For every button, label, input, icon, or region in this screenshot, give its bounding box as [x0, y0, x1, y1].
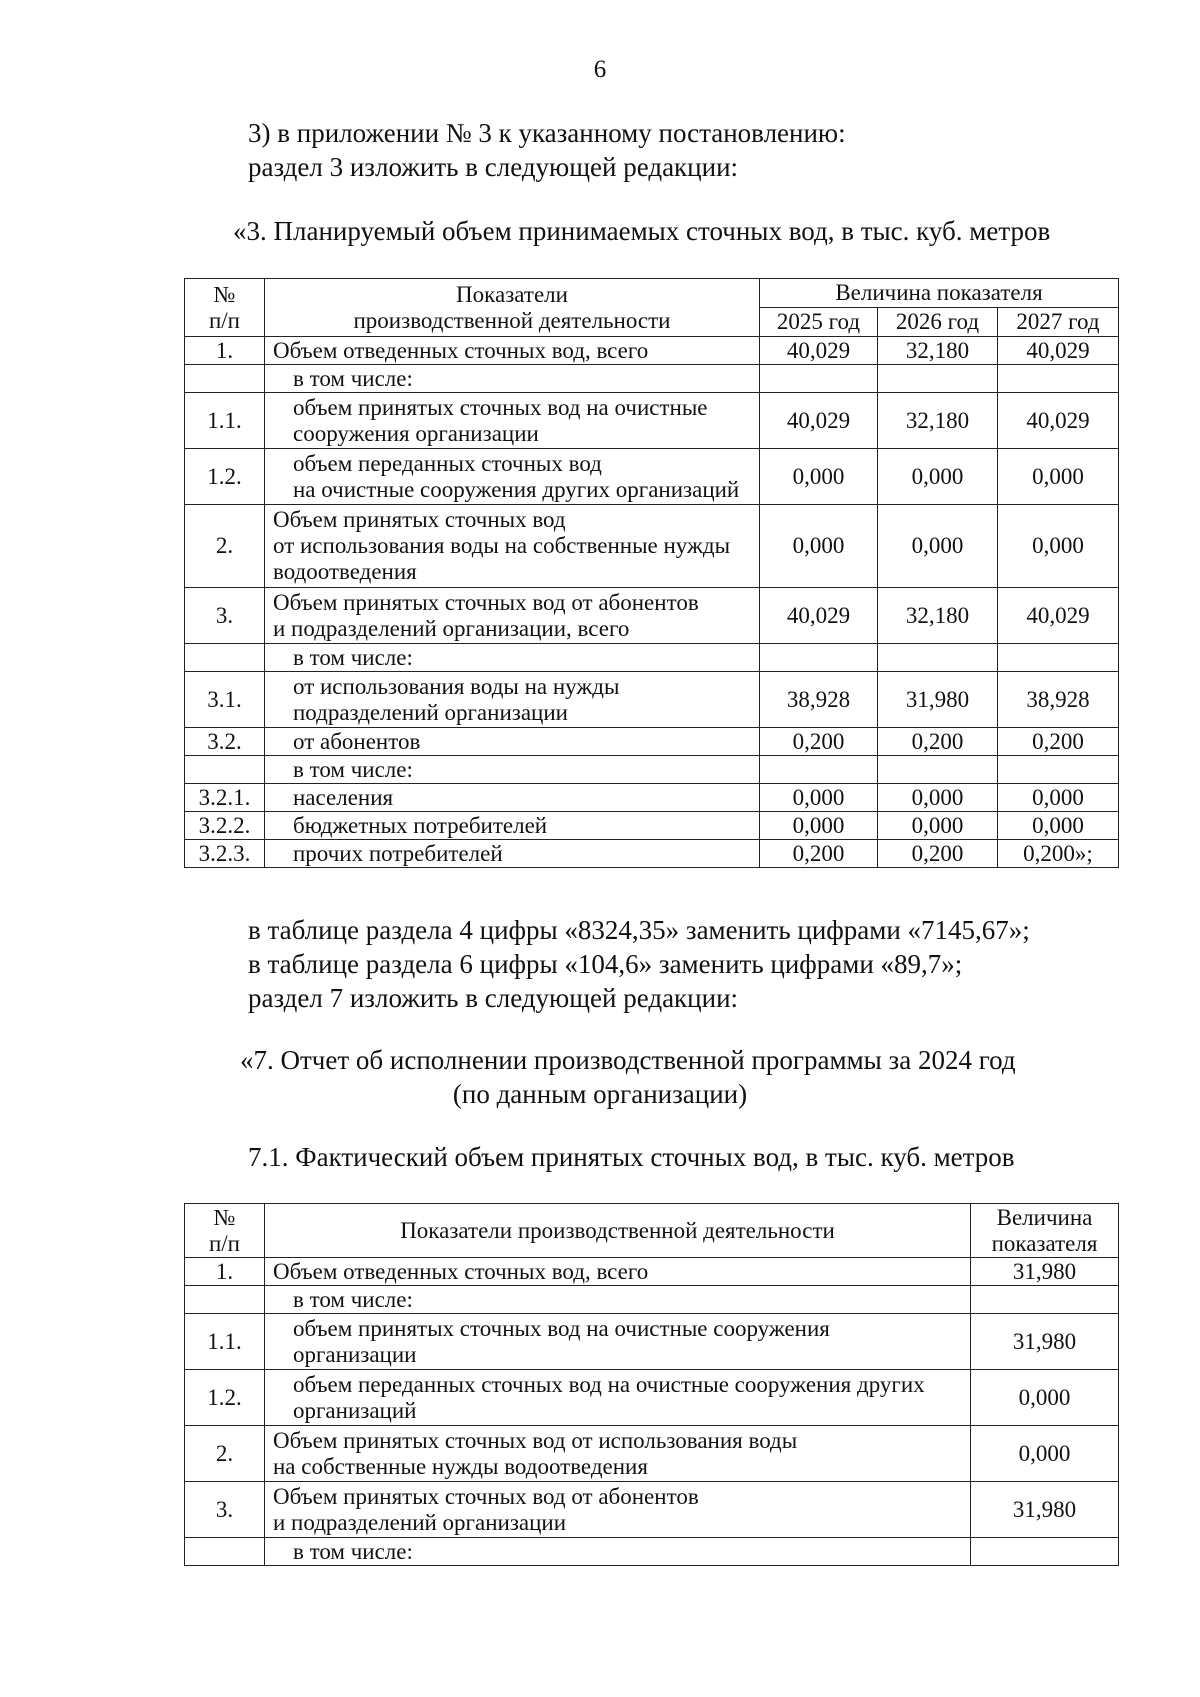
value-2026: 0,200	[878, 728, 998, 756]
row-label: Объем принятых сточных вод от абонентов и подразделений организации	[265, 1482, 971, 1538]
row-number	[185, 756, 265, 784]
value-2025: 0,000	[760, 812, 878, 840]
value-2026: 0,000	[878, 449, 998, 505]
value-2025	[760, 756, 878, 784]
value-2027: 40,029	[998, 588, 1119, 644]
row-number: 1.1.	[185, 1314, 265, 1370]
value-2026: 0,000	[878, 505, 998, 588]
row-label: объем принятых сточных вод на очистные сооружения организации	[265, 1314, 971, 1370]
planned-volume-table	[184, 278, 1119, 868]
table-row	[185, 505, 1119, 588]
row-number: 1.2.	[185, 449, 265, 505]
value-2026: 0,200	[878, 840, 998, 868]
value-2025: 0,200	[760, 840, 878, 868]
row-label: бюджетных потребителей	[265, 812, 760, 840]
value-2026	[878, 365, 998, 393]
table-row	[185, 337, 1119, 365]
section71-title: 7.1. Фактический объем принятых сточных вод, в тыс. куб. метров	[248, 1142, 1015, 1172]
row-number: 3.2.2.	[185, 812, 265, 840]
value-2026: 0,000	[878, 784, 998, 812]
value-2026: 31,980	[878, 672, 998, 728]
value-2025	[760, 644, 878, 672]
header-num: № п/п	[185, 1204, 265, 1258]
row-number: 3.2.3.	[185, 840, 265, 868]
value-2027	[998, 365, 1119, 393]
row-value: 31,980	[971, 1258, 1119, 1286]
table-row	[185, 449, 1119, 505]
row-label: объем принятых сточных вод на очистные сооружения организации	[265, 393, 760, 449]
value-2025	[760, 365, 878, 393]
row-number: 3.1.	[185, 672, 265, 728]
row-number: 1.	[185, 337, 265, 365]
row-label: Объем принятых сточных вод от использования воды на собственные нужды водоотведения	[265, 505, 760, 588]
actual-volume-table	[184, 1203, 1119, 1566]
value-2025: 40,029	[760, 393, 878, 449]
value-2027: 40,029	[998, 393, 1119, 449]
table-row	[185, 644, 1119, 672]
row-label: объем переданных сточных вод на очистные сооружения других организаций	[265, 1370, 971, 1426]
row-value: 31,980	[971, 1482, 1119, 1538]
row-number: 2.	[185, 505, 265, 588]
value-2025: 0,000	[760, 449, 878, 505]
value-2027: 0,000	[998, 784, 1119, 812]
row-label: прочих потребителей	[265, 840, 760, 868]
row-value: 0,000	[971, 1426, 1119, 1482]
row-value	[971, 1538, 1119, 1566]
row-value: 31,980	[971, 1314, 1119, 1370]
row-number	[185, 1538, 265, 1566]
value-2027	[998, 644, 1119, 672]
row-label: в том числе:	[265, 365, 760, 393]
header-year-2026: 2026 год	[878, 308, 998, 337]
header-value-group: Величина показателя	[760, 279, 1119, 308]
page-number: 6	[593, 56, 607, 83]
row-number	[185, 365, 265, 393]
table-row	[185, 1314, 1119, 1370]
value-2027: 38,928	[998, 672, 1119, 728]
table-row	[185, 812, 1119, 840]
row-label: Объем принятых сточных вод от использования воды на собственные нужды водоотведения	[265, 1426, 971, 1482]
row-number	[185, 1286, 265, 1314]
row-label: от использования воды на нужды подразделений организации	[265, 672, 760, 728]
row-label: в том числе:	[265, 644, 760, 672]
row-number: 1.2.	[185, 1370, 265, 1426]
row-value	[971, 1286, 1119, 1314]
section3-title: «3. Планируемый объем принимаемых сточных вод, в тыс. куб. метров	[233, 216, 1051, 246]
intro-line-2: раздел 3 изложить в следующей редакции:	[248, 152, 739, 182]
table-row	[185, 1538, 1119, 1566]
row-label: от абонентов	[265, 728, 760, 756]
table-row	[185, 840, 1119, 868]
value-2025: 0,000	[760, 505, 878, 588]
value-2027: 0,000	[998, 505, 1119, 588]
value-2027: 40,029	[998, 337, 1119, 365]
table-row	[185, 588, 1119, 644]
row-number: 3.	[185, 1482, 265, 1538]
change-line-3: раздел 7 изложить в следующей редакции:	[248, 983, 739, 1013]
row-number: 3.	[185, 588, 265, 644]
table-row	[185, 1482, 1119, 1538]
header-year-2025: 2025 год	[760, 308, 878, 337]
row-value: 0,000	[971, 1370, 1119, 1426]
intro-line-1: 3) в приложении № 3 к указанному постановлению:	[248, 118, 846, 148]
value-2025: 0,200	[760, 728, 878, 756]
row-label: Объем отведенных сточных вод, всего	[265, 337, 760, 365]
row-number: 1.	[185, 1258, 265, 1286]
value-2025: 0,000	[760, 784, 878, 812]
table-row	[185, 365, 1119, 393]
table-row	[185, 672, 1119, 728]
value-2025: 40,029	[760, 337, 878, 365]
row-label: в том числе:	[265, 1538, 971, 1566]
row-label: в том числе:	[265, 1286, 971, 1314]
header-num: № п/п	[185, 279, 265, 337]
header-year-2027: 2027 год	[998, 308, 1119, 337]
header-indicator: Показатели производственной деятельности	[265, 1204, 971, 1258]
row-number: 3.2.1.	[185, 784, 265, 812]
header-value: Величина показателя	[971, 1204, 1119, 1258]
row-label: Объем отведенных сточных вод, всего	[265, 1258, 971, 1286]
section7-title-line-2: (по данным организации)	[452, 1079, 748, 1109]
row-label: населения	[265, 784, 760, 812]
change-line-2: в таблице раздела 6 цифры «104,6» заменить цифрами «89,7»;	[248, 949, 963, 979]
value-2025: 38,928	[760, 672, 878, 728]
table-row	[185, 756, 1119, 784]
header-indicator: Показатели производственной деятельности	[265, 279, 760, 337]
value-2025: 40,029	[760, 588, 878, 644]
value-2027: 0,200»;	[998, 840, 1119, 868]
value-2026: 32,180	[878, 393, 998, 449]
row-number	[185, 644, 265, 672]
section7-title-line-1: «7. Отчет об исполнении производственной программы за 2024 год	[240, 1045, 1016, 1075]
row-label: в том числе:	[265, 756, 760, 784]
row-number: 2.	[185, 1426, 265, 1482]
table-row	[185, 1286, 1119, 1314]
row-number: 3.2.	[185, 728, 265, 756]
table-row	[185, 1370, 1119, 1426]
row-label: объем переданных сточных вод на очистные сооружения других организаций	[265, 449, 760, 505]
value-2026	[878, 644, 998, 672]
table-row	[185, 1426, 1119, 1482]
value-2027: 0,000	[998, 812, 1119, 840]
table-row	[185, 1258, 1119, 1286]
table-row	[185, 393, 1119, 449]
row-number: 1.1.	[185, 393, 265, 449]
value-2027: 0,000	[998, 449, 1119, 505]
value-2027	[998, 756, 1119, 784]
value-2026: 0,000	[878, 812, 998, 840]
value-2026: 32,180	[878, 588, 998, 644]
table-row	[185, 784, 1119, 812]
value-2026	[878, 756, 998, 784]
value-2027: 0,200	[998, 728, 1119, 756]
value-2026: 32,180	[878, 337, 998, 365]
table-row	[185, 728, 1119, 756]
change-line-1: в таблице раздела 4 цифры «8324,35» заменить цифрами «7145,67»;	[248, 915, 1030, 945]
row-label: Объем принятых сточных вод от абонентов и подразделений организации, всего	[265, 588, 760, 644]
